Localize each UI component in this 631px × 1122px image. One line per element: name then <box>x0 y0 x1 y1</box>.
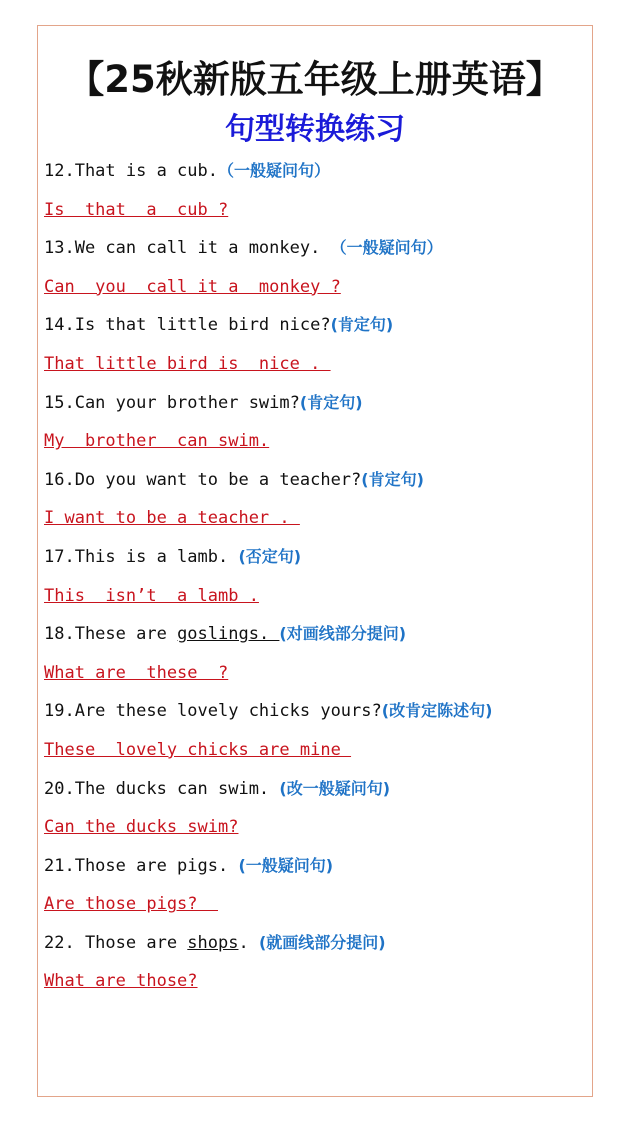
question-text: 16.Do you want to be a teacher? <box>44 469 362 490</box>
question-hint: (改一般疑问句) <box>279 778 391 798</box>
page-title: 【25秋新版五年级上册英语】 <box>67 58 563 101</box>
question-17 <box>44 538 584 577</box>
question-text: 17.This is a lamb. <box>44 546 229 567</box>
question-text: 18.These are <box>44 624 178 645</box>
answer-15: My brother can swim. <box>44 431 270 452</box>
question-12 <box>44 152 584 191</box>
question-16 <box>44 461 584 500</box>
answer-22: What are those? <box>44 971 198 992</box>
answer-12: Is that a cub ? <box>44 199 229 220</box>
question-22 <box>44 924 584 963</box>
answer-20: Can the ducks swim? <box>44 817 239 838</box>
answer-row-19 <box>44 731 584 770</box>
question-text-post <box>269 779 279 799</box>
question-hint: (改肯定陈述句) <box>381 701 493 721</box>
answer-row-22 <box>44 962 584 1001</box>
question-20 <box>44 770 584 809</box>
answer-14: That little bird is nice . <box>44 353 331 374</box>
answer-row-15 <box>44 422 584 461</box>
question-text-post <box>228 547 238 567</box>
answer-row-14 <box>44 345 584 384</box>
answer-row-13 <box>44 268 584 307</box>
question-text: 21.Those are pigs. <box>44 855 229 876</box>
answer-17: This isn’t a lamb . <box>44 585 259 606</box>
answer-19: These lovely chicks are mine <box>44 739 352 760</box>
question-text: 14.Is that little bird nice? <box>44 315 331 336</box>
answer-18: What are these ? <box>44 662 229 683</box>
question-15 <box>44 384 584 423</box>
question-text: 19.Are these lovely chicks yours? <box>44 701 382 722</box>
question-hint: (一般疑问句) <box>238 855 334 875</box>
answer-row-18 <box>44 654 584 693</box>
question-text: 20.The ducks can swim. <box>44 778 270 799</box>
question-21 <box>44 847 584 886</box>
question-text: 12.That is a cub. <box>44 161 218 181</box>
question-text-post <box>228 856 238 876</box>
answer-13: Can you call it a monkey ? <box>44 276 341 297</box>
question-18 <box>44 615 584 654</box>
answer-16: I want to be a teacher . <box>44 508 300 529</box>
question-underlined: shops <box>187 932 239 953</box>
page-subtitle: 句型转换练习 <box>225 112 405 147</box>
exercise-list <box>44 152 584 1001</box>
question-hint: (肯定句) <box>299 392 363 412</box>
answer-row-16 <box>44 499 584 538</box>
question-text: 15.Can your brother swim? <box>44 392 300 413</box>
answer-row-20 <box>44 808 584 847</box>
question-hint: (肯定句) <box>330 315 394 335</box>
answer-row-21 <box>44 885 584 924</box>
question-text: 22. Those are <box>44 932 188 953</box>
answer-21: Are those pigs? <box>44 894 218 915</box>
question-hint: (肯定句) <box>361 469 424 489</box>
question-13 <box>44 229 584 268</box>
question-hint: (否定句) <box>238 546 302 566</box>
question-hint: (就画线部分提问) <box>258 932 386 952</box>
question-hint: （一般疑问句） <box>330 238 443 258</box>
question-hint: (对画线部分提问) <box>279 624 407 644</box>
question-text: 13.We can call it a monkey. <box>44 238 321 259</box>
question-14 <box>44 306 584 345</box>
answer-row-17 <box>44 577 584 616</box>
question-19 <box>44 692 584 731</box>
question-text-post <box>320 238 330 258</box>
answer-row-12 <box>44 191 584 230</box>
question-text-post: . <box>238 932 259 953</box>
question-underlined: goslings. <box>177 624 280 645</box>
question-hint: （一般疑问句） <box>218 161 331 180</box>
